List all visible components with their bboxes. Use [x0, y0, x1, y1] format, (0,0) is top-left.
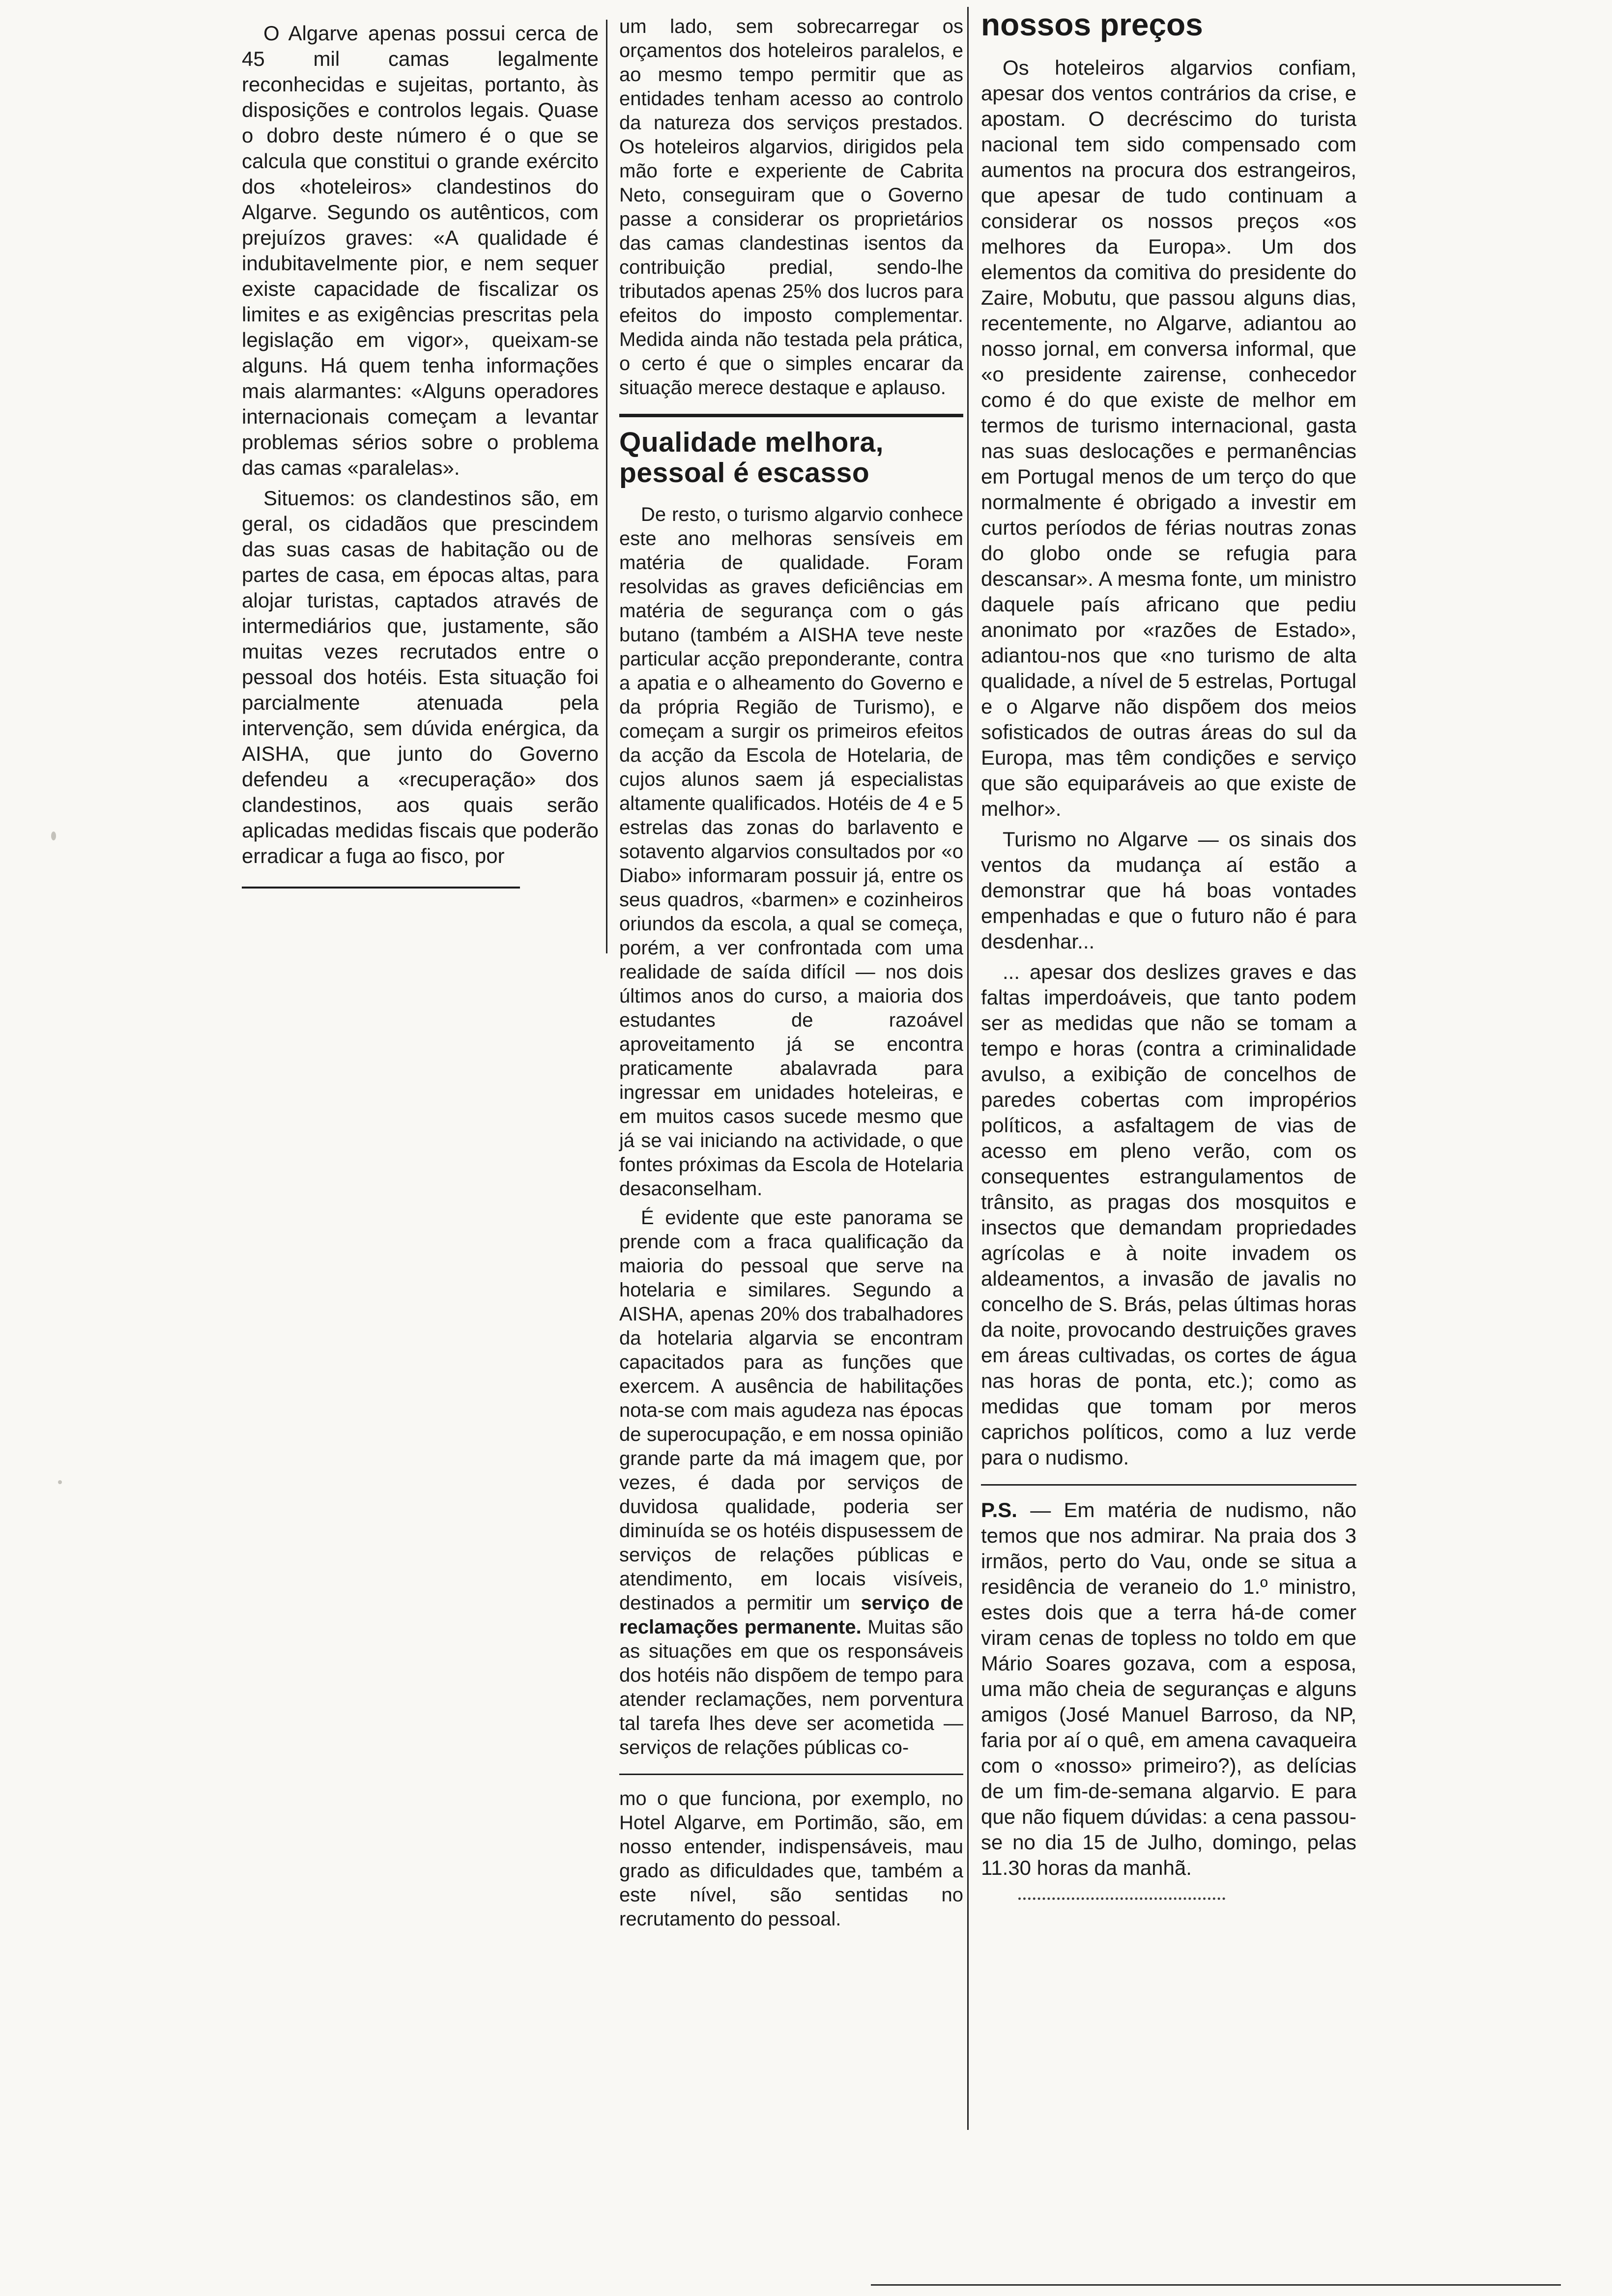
column-middle: [619, 15, 963, 1936]
article-heading: nossos preços: [981, 7, 1203, 42]
bold-phrase: serviço de reclamações permanente.: [619, 1592, 963, 1638]
paragraph: Os hoteleiros algarvios confiam, apesar dos ventos contrários da crise, e apostam. O decréscimo do turista nacional tem sido compensado com aumentos na procura dos estrangeiros, que apesar de tudo continuam a considerar os nossos preços «os melhores da Europa». Um dos elementos da comitiva do presidente do Zaire, Mobutu, que passou alguns dias, recentemente, no Algarve, adiantou ao nosso jornal, em conversa informal, que «o presidente zairense, conhecedor como é do que existe de melhor em termos de turismo internacional, gasta nas suas deslocações e permanências em Portugal menos de um terço do que normalmente é obrigado a investir em curtos períodos de férias noutras zonas do globo onde se refugia para descansar». A mesma fonte, um ministro daquele país africano que pediu anonimato por «razões de Estado», adiantou-nos que «no turismo de alta qualidade, a nível de 5 estrelas, Portugal e o Algarve não dispõem dos meios sofisticados de outras áreas do sul da Europa, mas têm condições e serviço que são equiparáveis ao que existe de melhor».: [981, 56, 1356, 820]
postscript-text: — Em matéria de nudismo, não temos que nos admirar. Na praia dos 3 irmãos, perto do Vau, onde se situa a residência de veraneio do 1.º ministro, estes dois que a terra há-de comer viram cenas de topless no toldo em que Mário Soares gozava, com a esposa, uma mão cheia de seguranças e alguns amigos (José Manuel Barroso, da NP, faria por aí o quê, em amena cavaqueira com o «nosso» primeiro?), as delícias de um fim-de-semana algarvio. E para que não fiquem dúvidas: a cena passou-se no dia 15 de Julho, domingo, pelas 11.30 horas da manhã.: [981, 1498, 1356, 1879]
end-dashes: [1018, 1897, 1225, 1900]
column-divider-left: [606, 20, 607, 953]
paragraph: ... apesar dos deslizes graves e das faltas imperdoáveis, que tanto podem ser as medidas que não se tomam a tempo e horas (contra a criminalidade avulso, a exibição de concelhos de paredes cobertas com impropérios políticos, a asfaltagem de vias de acesso em pleno verão, com os consequentes estrangulamentos de trânsito, as pragas dos mosquitos e insectos que demandam propriedades agrícolas e à noite invadem os aldeamentos, a invasão de javalis no concelho de S. Brás, pelas últimas horas da noite, provocando destruições graves em áreas cultivadas, os cortes de água nas horas de ponta, etc.); como as medidas que tomam por meros caprichos políticos, como a luz verde para o nudismo.: [981, 960, 1356, 1469]
column-divider-right: [967, 7, 969, 2130]
column-end-rule: [242, 887, 520, 889]
paragraph-text: É evidente que este panorama se prende com a fraca qualificação da maioria do pessoal que serve na hotelaria e similares. Segundo a AISHA, apenas 20% dos trabalhadores da hotelaria algarvia se encontram capacitados para as funções que exercem. A ausência de habilitações nota-se com mais agudeza nas épocas de superocupação, e em nossa opinião grande parte da má imagem que, por vezes, é dada por serviços de duvidosa qualidade, poderia ser diminuída se os hotéis dispusessem de serviços de relações públicas e atendimento, em locais visíveis, destinados a permitir um: [619, 1207, 963, 1614]
page-bottom-rule: [871, 2284, 1561, 2286]
heading-line: Qualidade melhora,: [619, 427, 884, 458]
column-left: [242, 21, 599, 889]
column-right: [981, 8, 1356, 1900]
heading-line: pessoal é escasso: [619, 457, 870, 488]
paragraph: De resto, o turismo algarvio conhece este ano melhoras sensíveis em matéria de qualidade. Foram resolvidas as graves deficiências em matéria de segurança com o gás butano (também a AISHA teve neste particular acção preponderante, contra a apatia e o alheamento do Governo e da própria Região de Turismo), e começam a surgir os primeiros efeitos da acção da Escola de Hotelaria, de cujos alunos saem já especialistas altamente qualificados. Hotéis de 4 e 5 estrelas das zonas do barlavento e sotavento algarvios consultados por «o Diabo» informaram possuir já, entre os seus quadros, «barmen» e cozinheiros oriundos da escola, a qual se começa, porém, a ver confrontada com uma realidade de saída difícil — nos dois últimos anos do curso, a maioria dos estudantes de razoável aproveitamento já se encontra praticamente abalavrada para ingressar em unidades hoteleiras, e em muitos casos sucede mesmo que já se vai iniciando na actividade, o que fontes próximas da Escola de Hotelaria desaconselham.: [619, 504, 963, 1200]
postscript-rule: [981, 1484, 1356, 1486]
scan-artifact: [51, 832, 56, 840]
postscript-label: P.S.: [981, 1498, 1017, 1521]
paragraph: O Algarve apenas possui cerca de 45 mil camas legalmente reconhecidas e sujeitas, portanto, às disposições e controlos legais. Quase o dobro deste número é o que se calcula que constitui o grande exército dos «hoteleiros» clandestinos do Algarve. Segundo os autênticos, com prejuízos graves: «A qualidade é indubitavelmente pior, e nem sequer existe capacidade de fiscalizar os limites e as exigências prescritas pela legislação em vigor», queixam-se alguns. Há quem tenha informações mais alarmantes: «Alguns operadores internacionais começam a levantar problemas sérios sobre o problema das camas «paralelas».: [242, 22, 599, 479]
paragraph: Situemos: os clandestinos são, em geral, os cidadãos que prescindem das suas casas de habitação ou de partes de casa, em épocas altas, para alojar turistas, captados através de intermediários que, justamente, são muitas vezes recrutados entre o pessoal dos hotéis. Esta situação foi parcialmente atenuada pela intervenção, sem dúvida enérgica, da AISHA, que junto do Governo defendeu a «recuperação» dos clandestinos, aos quais serão aplicadas medidas fiscais que poderão erradicar a fuga ao fisco, por: [242, 487, 599, 867]
section-heading: [619, 427, 963, 488]
postscript-paragraph: [981, 1497, 1356, 1881]
continuation-rule: [619, 1774, 963, 1775]
paragraph-text: Muitas são as situações em que os responsáveis dos hotéis não dispõem de tempo para atender reclamações, nem porventura tal tarefa lhes deve ser acometida — serviços de relações públicas co-: [619, 1616, 963, 1758]
paragraph: Turismo no Algarve — os sinais dos ventos da mudança aí estão a demonstrar que há boas vontades empenhadas e que o futuro não é para desdenhar...: [981, 828, 1356, 953]
paragraph-with-bold: [619, 1206, 963, 1760]
paragraph-continuation: um lado, sem sobrecarregar os orçamentos dos hoteleiros paralelos, e ao mesmo tempo permitir que as entidades tenham acesso ao controlo da natureza dos serviços prestados. Os hoteleiros algarvios, dirigidos pela mão forte e experiente de Cabrita Neto, conseguiram que o Governo passe a considerar os proprietários das camas clandestinas isentos da contribuição predial, sendo-lhe tributados apenas 25% dos lucros para efeitos do imposto complementar. Medida ainda não testada pela prática, o certo é que o simples encarar da situação merece destaque e aplauso.: [619, 16, 963, 399]
paragraph-continuation: mo o que funciona, por exemplo, no Hotel Algarve, em Portimão, são, em nosso entender, indispensáveis, mau grado as dificuldades que, também a este nível, são sentidas no recrutamento do pessoal.: [619, 1788, 963, 1930]
section-rule: [619, 414, 963, 417]
scan-artifact: [58, 1480, 62, 1484]
